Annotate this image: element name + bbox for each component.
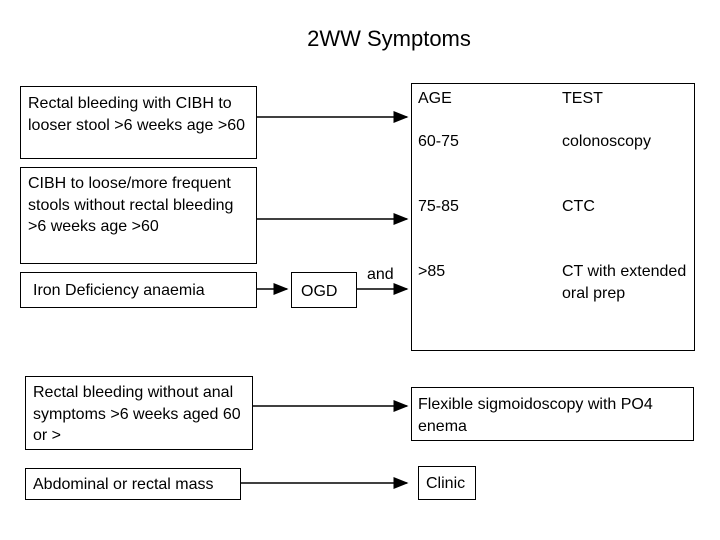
- table-cell-test: CT with extended oral prep: [562, 263, 687, 302]
- and-label: and: [367, 266, 394, 283]
- table-cell-age: 60-75: [418, 133, 459, 150]
- ogd-box: [291, 272, 357, 308]
- symptom-box-iron-deficiency: [20, 272, 257, 308]
- table-cell-test: CTC: [562, 198, 595, 215]
- clinic-box: [418, 466, 476, 500]
- age-test-table: [411, 83, 695, 351]
- ogd-label: OGD: [301, 283, 338, 300]
- table-cell-age: 75-85: [418, 198, 459, 215]
- table-cell-test: colonoscopy: [562, 133, 651, 150]
- flexi-label: Flexible sigmoidoscopy with PO4 enema: [418, 396, 653, 435]
- symptom-text: Rectal bleeding with CIBH to looser stool >6 weeks age >60: [28, 95, 246, 134]
- page-title: 2WW Symptoms: [307, 26, 471, 51]
- symptom-box-rectal-bleeding-cibh: [20, 86, 257, 159]
- table-header-test: TEST: [562, 90, 603, 107]
- symptom-text: CIBH to loose/more frequent stools without rectal bleeding >6 weeks age >60: [28, 175, 234, 235]
- table-header-age: AGE: [418, 90, 452, 107]
- symptom-text: Abdominal or rectal mass: [33, 476, 214, 493]
- table-cell-age: >85: [418, 263, 446, 280]
- clinic-label: Clinic: [426, 475, 466, 492]
- symptom-box-rectal-bleeding-no-anal: [25, 376, 253, 450]
- symptom-text: Iron Deficiency anaemia: [33, 282, 205, 299]
- symptom-box-cibh: [20, 167, 257, 264]
- flexi-sigmoidoscopy-box: [411, 387, 694, 441]
- symptom-box-abdominal-mass: [25, 468, 241, 500]
- symptom-text: Rectal bleeding without anal symptoms >6 weeks aged 60 or >: [33, 384, 241, 444]
